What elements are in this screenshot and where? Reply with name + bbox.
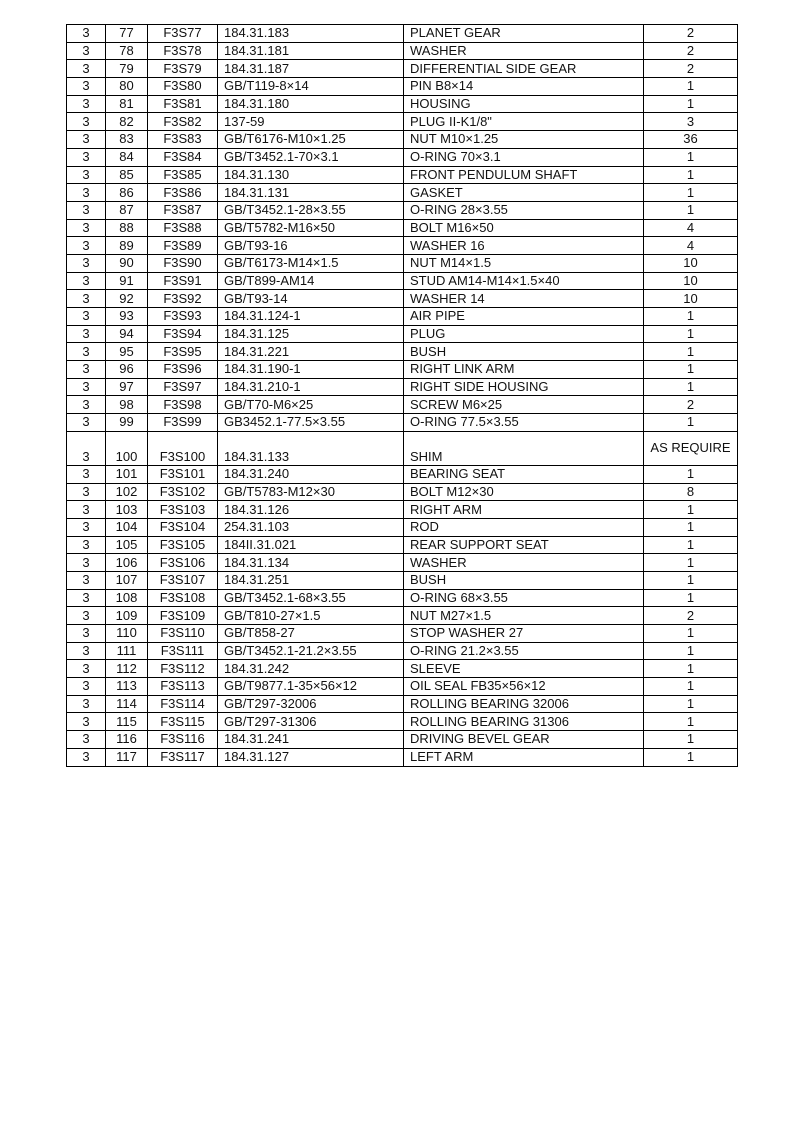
- quantity-cell: 1: [644, 589, 738, 607]
- quantity-cell: 1: [644, 78, 738, 96]
- description-cell: WASHER 16: [404, 237, 644, 255]
- description-cell: SCREW M6×25: [404, 396, 644, 414]
- item-number-cell: 83: [106, 131, 148, 149]
- quantity-cell: 1: [644, 678, 738, 696]
- table-row: [67, 731, 738, 749]
- description-cell: BOLT M16×50: [404, 219, 644, 237]
- figure-cell: 3: [67, 695, 106, 713]
- code-cell: F3S97: [148, 378, 218, 396]
- table-row: [67, 166, 738, 184]
- quantity-cell: 1: [644, 184, 738, 202]
- item-number-cell: 86: [106, 184, 148, 202]
- quantity-cell: 1: [644, 536, 738, 554]
- item-number-cell: 98: [106, 396, 148, 414]
- table-row: [67, 201, 738, 219]
- part-number-cell: 184.31.183: [218, 25, 404, 43]
- item-number-cell: 80: [106, 78, 148, 96]
- description-cell: OIL SEAL FB35×56×12: [404, 678, 644, 696]
- description-cell: WASHER: [404, 554, 644, 572]
- table-row: [67, 465, 738, 483]
- table-row: [67, 148, 738, 166]
- item-number-cell: 107: [106, 571, 148, 589]
- description-cell: ROD: [404, 518, 644, 536]
- table-row: [67, 518, 738, 536]
- item-number-cell: 109: [106, 607, 148, 625]
- table-row: [67, 131, 738, 149]
- table-row: [67, 184, 738, 202]
- table-row: [67, 60, 738, 78]
- description-cell: ROLLING BEARING 31306: [404, 713, 644, 731]
- part-number-cell: 184.31.126: [218, 501, 404, 519]
- description-cell: SHIM: [404, 431, 644, 465]
- item-number-cell: 101: [106, 465, 148, 483]
- table-row: [67, 254, 738, 272]
- code-cell: F3S78: [148, 42, 218, 60]
- part-number-cell: GB/T297-32006: [218, 695, 404, 713]
- item-number-cell: 85: [106, 166, 148, 184]
- code-cell: F3S82: [148, 113, 218, 131]
- description-cell: O-RING 68×3.55: [404, 589, 644, 607]
- figure-cell: 3: [67, 361, 106, 379]
- figure-cell: 3: [67, 731, 106, 749]
- part-number-cell: 137-59: [218, 113, 404, 131]
- code-cell: F3S81: [148, 95, 218, 113]
- description-cell: HOUSING: [404, 95, 644, 113]
- description-cell: PLANET GEAR: [404, 25, 644, 43]
- part-number-cell: GB/T3452.1-21.2×3.55: [218, 642, 404, 660]
- item-number-cell: 112: [106, 660, 148, 678]
- item-number-cell: 105: [106, 536, 148, 554]
- code-cell: F3S107: [148, 571, 218, 589]
- code-cell: F3S99: [148, 414, 218, 432]
- quantity-cell: 2: [644, 607, 738, 625]
- item-number-cell: 110: [106, 625, 148, 643]
- part-number-cell: 184.31.180: [218, 95, 404, 113]
- quantity-cell: 36: [644, 131, 738, 149]
- quantity-cell: 1: [644, 166, 738, 184]
- figure-cell: 3: [67, 308, 106, 326]
- description-cell: FRONT PENDULUM SHAFT: [404, 166, 644, 184]
- code-cell: F3S110: [148, 625, 218, 643]
- quantity-cell: 10: [644, 272, 738, 290]
- code-cell: F3S101: [148, 465, 218, 483]
- part-number-cell: GB/T6173-M14×1.5: [218, 254, 404, 272]
- part-number-cell: 184.31.251: [218, 571, 404, 589]
- code-cell: F3S87: [148, 201, 218, 219]
- figure-cell: 3: [67, 166, 106, 184]
- parts-table: [66, 24, 738, 767]
- code-cell: F3S103: [148, 501, 218, 519]
- quantity-cell: AS REQUIRE: [644, 431, 738, 465]
- table-row: [67, 414, 738, 432]
- code-cell: F3S84: [148, 148, 218, 166]
- part-number-cell: GB/T3452.1-70×3.1: [218, 148, 404, 166]
- table-row: [67, 396, 738, 414]
- item-number-cell: 106: [106, 554, 148, 572]
- quantity-cell: 1: [644, 343, 738, 361]
- item-number-cell: 88: [106, 219, 148, 237]
- quantity-cell: 1: [644, 660, 738, 678]
- figure-cell: 3: [67, 518, 106, 536]
- code-cell: F3S98: [148, 396, 218, 414]
- quantity-cell: 4: [644, 219, 738, 237]
- table-row: [67, 113, 738, 131]
- part-number-cell: 184.31.242: [218, 660, 404, 678]
- figure-cell: 3: [67, 678, 106, 696]
- figure-cell: 3: [67, 748, 106, 766]
- quantity-cell: 4: [644, 237, 738, 255]
- part-number-cell: GB/T5782-M16×50: [218, 219, 404, 237]
- code-cell: F3S77: [148, 25, 218, 43]
- code-cell: F3S117: [148, 748, 218, 766]
- description-cell: DIFFERENTIAL SIDE GEAR: [404, 60, 644, 78]
- table-row: [67, 42, 738, 60]
- figure-cell: 3: [67, 465, 106, 483]
- figure-cell: 3: [67, 660, 106, 678]
- table-row: [67, 536, 738, 554]
- description-cell: O-RING 77.5×3.55: [404, 414, 644, 432]
- table-row: [67, 748, 738, 766]
- part-number-cell: 184.31.190-1: [218, 361, 404, 379]
- quantity-cell: 10: [644, 290, 738, 308]
- part-number-cell: 184.31.221: [218, 343, 404, 361]
- figure-cell: 3: [67, 78, 106, 96]
- figure-cell: 3: [67, 414, 106, 432]
- part-number-cell: GB/T5783-M12×30: [218, 483, 404, 501]
- item-number-cell: 95: [106, 343, 148, 361]
- figure-cell: 3: [67, 219, 106, 237]
- table-row: [67, 361, 738, 379]
- description-cell: PLUG II-K1/8": [404, 113, 644, 131]
- code-cell: F3S92: [148, 290, 218, 308]
- figure-cell: 3: [67, 554, 106, 572]
- quantity-cell: 1: [644, 748, 738, 766]
- table-row: [67, 483, 738, 501]
- code-cell: F3S111: [148, 642, 218, 660]
- code-cell: F3S104: [148, 518, 218, 536]
- description-cell: PLUG: [404, 325, 644, 343]
- figure-cell: 3: [67, 378, 106, 396]
- part-number-cell: 184II.31.021: [218, 536, 404, 554]
- code-cell: F3S113: [148, 678, 218, 696]
- description-cell: WASHER 14: [404, 290, 644, 308]
- item-number-cell: 96: [106, 361, 148, 379]
- description-cell: NUT M14×1.5: [404, 254, 644, 272]
- figure-cell: 3: [67, 237, 106, 255]
- table-row: [67, 589, 738, 607]
- figure-cell: 3: [67, 201, 106, 219]
- part-number-cell: 184.31.181: [218, 42, 404, 60]
- part-number-cell: GB/T93-14: [218, 290, 404, 308]
- part-number-cell: GB/T3452.1-68×3.55: [218, 589, 404, 607]
- quantity-cell: 1: [644, 695, 738, 713]
- description-cell: BEARING SEAT: [404, 465, 644, 483]
- quantity-cell: 8: [644, 483, 738, 501]
- figure-cell: 3: [67, 501, 106, 519]
- item-number-cell: 79: [106, 60, 148, 78]
- code-cell: F3S85: [148, 166, 218, 184]
- table-row: [67, 713, 738, 731]
- item-number-cell: 114: [106, 695, 148, 713]
- item-number-cell: 77: [106, 25, 148, 43]
- part-number-cell: GB/T70-M6×25: [218, 396, 404, 414]
- part-number-cell: 254.31.103: [218, 518, 404, 536]
- item-number-cell: 103: [106, 501, 148, 519]
- part-number-cell: GB/T119-8×14: [218, 78, 404, 96]
- item-number-cell: 89: [106, 237, 148, 255]
- item-number-cell: 78: [106, 42, 148, 60]
- code-cell: F3S93: [148, 308, 218, 326]
- table-row: [67, 378, 738, 396]
- code-cell: F3S91: [148, 272, 218, 290]
- code-cell: F3S106: [148, 554, 218, 572]
- figure-cell: 3: [67, 607, 106, 625]
- code-cell: F3S96: [148, 361, 218, 379]
- table-row: [67, 237, 738, 255]
- table-row: [67, 343, 738, 361]
- figure-cell: 3: [67, 290, 106, 308]
- part-number-cell: 184.31.131: [218, 184, 404, 202]
- table-row: [67, 678, 738, 696]
- part-number-cell: 184.31.241: [218, 731, 404, 749]
- figure-cell: 3: [67, 113, 106, 131]
- code-cell: F3S102: [148, 483, 218, 501]
- table-row: [67, 607, 738, 625]
- quantity-cell: 1: [644, 201, 738, 219]
- figure-cell: 3: [67, 589, 106, 607]
- figure-cell: 3: [67, 25, 106, 43]
- figure-cell: 3: [67, 343, 106, 361]
- part-number-cell: GB/T899-AM14: [218, 272, 404, 290]
- description-cell: REAR SUPPORT SEAT: [404, 536, 644, 554]
- quantity-cell: 1: [644, 501, 738, 519]
- table-row: [67, 219, 738, 237]
- quantity-cell: 10: [644, 254, 738, 272]
- description-cell: LEFT ARM: [404, 748, 644, 766]
- part-number-cell: GB3452.1-77.5×3.55: [218, 414, 404, 432]
- code-cell: F3S79: [148, 60, 218, 78]
- item-number-cell: 116: [106, 731, 148, 749]
- item-number-cell: 90: [106, 254, 148, 272]
- part-number-cell: GB/T858-27: [218, 625, 404, 643]
- part-number-cell: GB/T9877.1-35×56×12: [218, 678, 404, 696]
- part-number-cell: 184.31.240: [218, 465, 404, 483]
- table-row: [67, 325, 738, 343]
- quantity-cell: 1: [644, 325, 738, 343]
- code-cell: F3S116: [148, 731, 218, 749]
- quantity-cell: 1: [644, 148, 738, 166]
- description-cell: DRIVING BEVEL GEAR: [404, 731, 644, 749]
- figure-cell: 3: [67, 148, 106, 166]
- description-cell: O-RING 21.2×3.55: [404, 642, 644, 660]
- quantity-cell: 1: [644, 642, 738, 660]
- description-cell: WASHER: [404, 42, 644, 60]
- description-cell: BUSH: [404, 571, 644, 589]
- part-number-cell: 184.31.133: [218, 431, 404, 465]
- item-number-cell: 82: [106, 113, 148, 131]
- description-cell: BOLT M12×30: [404, 483, 644, 501]
- description-cell: ROLLING BEARING 32006: [404, 695, 644, 713]
- description-cell: PIN B8×14: [404, 78, 644, 96]
- code-cell: F3S105: [148, 536, 218, 554]
- quantity-cell: 1: [644, 571, 738, 589]
- quantity-cell: 1: [644, 625, 738, 643]
- description-cell: STOP WASHER 27: [404, 625, 644, 643]
- quantity-cell: 1: [644, 713, 738, 731]
- code-cell: F3S95: [148, 343, 218, 361]
- item-number-cell: 117: [106, 748, 148, 766]
- quantity-cell: 1: [644, 518, 738, 536]
- table-row: [67, 625, 738, 643]
- item-number-cell: 81: [106, 95, 148, 113]
- code-cell: F3S112: [148, 660, 218, 678]
- figure-cell: 3: [67, 60, 106, 78]
- description-cell: SLEEVE: [404, 660, 644, 678]
- figure-cell: 3: [67, 713, 106, 731]
- quantity-cell: 1: [644, 414, 738, 432]
- item-number-cell: 108: [106, 589, 148, 607]
- description-cell: STUD AM14-M14×1.5×40: [404, 272, 644, 290]
- code-cell: F3S94: [148, 325, 218, 343]
- table-row: [67, 431, 738, 465]
- item-number-cell: 113: [106, 678, 148, 696]
- description-cell: AIR PIPE: [404, 308, 644, 326]
- part-number-cell: GB/T297-31306: [218, 713, 404, 731]
- quantity-cell: 2: [644, 60, 738, 78]
- figure-cell: 3: [67, 642, 106, 660]
- quantity-cell: 1: [644, 465, 738, 483]
- part-number-cell: 184.31.124-1: [218, 308, 404, 326]
- parts-table-body: [67, 25, 738, 767]
- description-cell: RIGHT SIDE HOUSING: [404, 378, 644, 396]
- table-row: [67, 571, 738, 589]
- item-number-cell: 91: [106, 272, 148, 290]
- table-row: [67, 25, 738, 43]
- description-cell: NUT M27×1.5: [404, 607, 644, 625]
- table-row: [67, 272, 738, 290]
- part-number-cell: 184.31.130: [218, 166, 404, 184]
- item-number-cell: 99: [106, 414, 148, 432]
- part-number-cell: 184.31.134: [218, 554, 404, 572]
- item-number-cell: 84: [106, 148, 148, 166]
- description-cell: O-RING 28×3.55: [404, 201, 644, 219]
- code-cell: F3S86: [148, 184, 218, 202]
- figure-cell: 3: [67, 483, 106, 501]
- item-number-cell: 104: [106, 518, 148, 536]
- item-number-cell: 93: [106, 308, 148, 326]
- figure-cell: 3: [67, 95, 106, 113]
- figure-cell: 3: [67, 325, 106, 343]
- figure-cell: 3: [67, 431, 106, 465]
- part-number-cell: GB/T3452.1-28×3.55: [218, 201, 404, 219]
- description-cell: BUSH: [404, 343, 644, 361]
- code-cell: F3S88: [148, 219, 218, 237]
- item-number-cell: 100: [106, 431, 148, 465]
- code-cell: F3S89: [148, 237, 218, 255]
- table-row: [67, 554, 738, 572]
- code-cell: F3S108: [148, 589, 218, 607]
- figure-cell: 3: [67, 131, 106, 149]
- part-number-cell: 184.31.210-1: [218, 378, 404, 396]
- part-number-cell: GB/T93-16: [218, 237, 404, 255]
- quantity-cell: 1: [644, 554, 738, 572]
- quantity-cell: 1: [644, 308, 738, 326]
- item-number-cell: 115: [106, 713, 148, 731]
- table-row: [67, 660, 738, 678]
- figure-cell: 3: [67, 396, 106, 414]
- figure-cell: 3: [67, 254, 106, 272]
- figure-cell: 3: [67, 625, 106, 643]
- table-row: [67, 642, 738, 660]
- code-cell: F3S109: [148, 607, 218, 625]
- code-cell: F3S83: [148, 131, 218, 149]
- figure-cell: 3: [67, 272, 106, 290]
- description-cell: O-RING 70×3.1: [404, 148, 644, 166]
- table-row: [67, 308, 738, 326]
- quantity-cell: 1: [644, 378, 738, 396]
- figure-cell: 3: [67, 184, 106, 202]
- quantity-cell: 2: [644, 42, 738, 60]
- part-number-cell: 184.31.187: [218, 60, 404, 78]
- figure-cell: 3: [67, 42, 106, 60]
- code-cell: F3S90: [148, 254, 218, 272]
- quantity-cell: 2: [644, 25, 738, 43]
- code-cell: F3S100: [148, 431, 218, 465]
- part-number-cell: GB/T6176-M10×1.25: [218, 131, 404, 149]
- code-cell: F3S114: [148, 695, 218, 713]
- table-row: [67, 78, 738, 96]
- description-cell: RIGHT LINK ARM: [404, 361, 644, 379]
- item-number-cell: 97: [106, 378, 148, 396]
- code-cell: F3S115: [148, 713, 218, 731]
- quantity-cell: 3: [644, 113, 738, 131]
- item-number-cell: 111: [106, 642, 148, 660]
- table-row: [67, 290, 738, 308]
- item-number-cell: 102: [106, 483, 148, 501]
- quantity-cell: 2: [644, 396, 738, 414]
- quantity-cell: 1: [644, 731, 738, 749]
- quantity-cell: 1: [644, 361, 738, 379]
- description-cell: RIGHT ARM: [404, 501, 644, 519]
- code-cell: F3S80: [148, 78, 218, 96]
- item-number-cell: 92: [106, 290, 148, 308]
- part-number-cell: 184.31.127: [218, 748, 404, 766]
- part-number-cell: 184.31.125: [218, 325, 404, 343]
- part-number-cell: GB/T810-27×1.5: [218, 607, 404, 625]
- item-number-cell: 94: [106, 325, 148, 343]
- table-row: [67, 95, 738, 113]
- description-cell: GASKET: [404, 184, 644, 202]
- figure-cell: 3: [67, 536, 106, 554]
- item-number-cell: 87: [106, 201, 148, 219]
- table-row: [67, 695, 738, 713]
- figure-cell: 3: [67, 571, 106, 589]
- quantity-cell: 1: [644, 95, 738, 113]
- table-row: [67, 501, 738, 519]
- description-cell: NUT M10×1.25: [404, 131, 644, 149]
